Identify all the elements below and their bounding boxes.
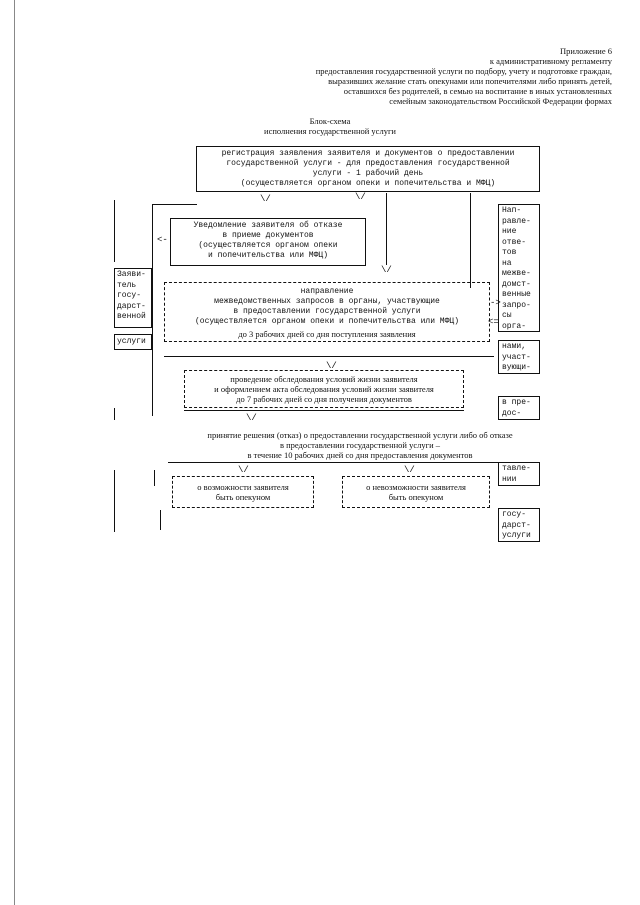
registration-text: регистрация заявления заявителя и документов о предоставлении — [221, 149, 515, 158]
left-frame-line — [152, 204, 153, 416]
arrow-down: \/ — [238, 465, 249, 475]
header-line: к административному регламенту — [489, 56, 612, 66]
inspection-text: и оформлением акта обследования условий жизни заявителя — [214, 384, 434, 394]
connector-line — [184, 410, 464, 411]
arrow-right: -> — [490, 298, 501, 308]
diagram-title: Блок-схема — [309, 116, 351, 126]
refusal-notice-text: в приеме документов — [222, 231, 314, 240]
right-side-label: тавле- нии — [502, 464, 531, 484]
arrow-down: \/ — [404, 465, 415, 475]
refusal-notice-text: и попечительства или МФЦ) — [207, 251, 329, 260]
arrow-down: \/ — [260, 194, 271, 204]
possible-text: о возможности заявителя — [197, 482, 289, 492]
registration-text: государственной услуги - для предоставления государственной — [226, 159, 510, 168]
arrow-down: \/ — [326, 361, 337, 371]
connector-line — [470, 193, 471, 288]
interagency-text: (осуществляется органом опеки и попечительства или МФЦ) — [194, 317, 460, 326]
possible-text: быть опекуном — [215, 492, 271, 502]
right-side-label: Нап- равле- ние отве- тов на межве- домст- венные запро- сы орга- — [502, 206, 531, 331]
left-side-line — [114, 200, 115, 262]
arrow-down: \/ — [381, 265, 392, 275]
connector-line — [168, 462, 498, 463]
decision-text: в течение 10 рабочих дней со дня предоставления документов — [247, 450, 473, 460]
arrow-down: \/ — [355, 192, 366, 202]
arrow-left: <= — [488, 317, 499, 327]
left-side-line — [114, 470, 115, 532]
interagency-text: в предоставлении государственной услуги — [233, 307, 421, 316]
right-side-label: в пре- дос- — [502, 398, 531, 418]
right-side-label: госу- дарст- услуги — [502, 510, 531, 540]
refusal-notice-text: (осуществляется органом опеки — [198, 241, 338, 250]
left-side-line — [154, 470, 155, 486]
page-margin-line — [14, 0, 15, 905]
interagency-text: межведомственных запросов в органы, участвующие — [214, 297, 440, 306]
decision-text: принятие решения (отказ) о предоставлении государственной услуги либо об отказе — [207, 430, 513, 440]
appendix-number: Приложение 6 — [560, 46, 612, 56]
left-frame-line — [152, 204, 197, 205]
header-line: предоставления государственной услуги по подбору, учету и подготовке граждан, — [315, 66, 612, 76]
left-side-label: Заяви- тель госу- дарст- венной — [117, 270, 146, 321]
interagency-deadline: до 3 рабочих дней со дня поступления заявления — [238, 329, 416, 339]
left-side-line — [160, 510, 161, 530]
inspection-text: проведение обследования условий жизни заявителя — [230, 374, 418, 384]
decision-text: в предоставлении государственной услуги – — [279, 440, 441, 450]
refusal-notice-text: Уведомление заявителя об отказе — [193, 221, 343, 230]
left-side-line — [114, 408, 115, 420]
registration-text: услуги - 1 рабочий день — [312, 169, 424, 178]
connector-line — [386, 193, 387, 265]
left-side-label: услуги — [117, 337, 146, 346]
right-side-label: нами, участ- вующи- — [502, 342, 531, 372]
impossible-text: о невозможности заявителя — [366, 482, 466, 492]
header-line: выразивших желание стать опекунами или попечителями либо принять детей, — [328, 76, 612, 86]
impossible-text: быть опекуном — [388, 492, 444, 502]
header-line: оставшихся без родителей, в семью на воспитание в иных установленных — [343, 86, 612, 96]
diagram-subtitle: исполнения государственной услуги — [264, 126, 396, 136]
inspection-text: до 7 рабочих дней со дня получения документов — [236, 394, 412, 404]
header-line: семейным законодательством Российской Федерации формах — [389, 96, 612, 106]
registration-text: (осуществляется органом опеки и попечительства и МФЦ) — [240, 179, 496, 188]
interagency-text: направление — [300, 287, 354, 296]
arrow-left: <- — [157, 235, 168, 245]
arrow-down: \/ — [246, 413, 257, 423]
connector-line — [164, 356, 494, 357]
